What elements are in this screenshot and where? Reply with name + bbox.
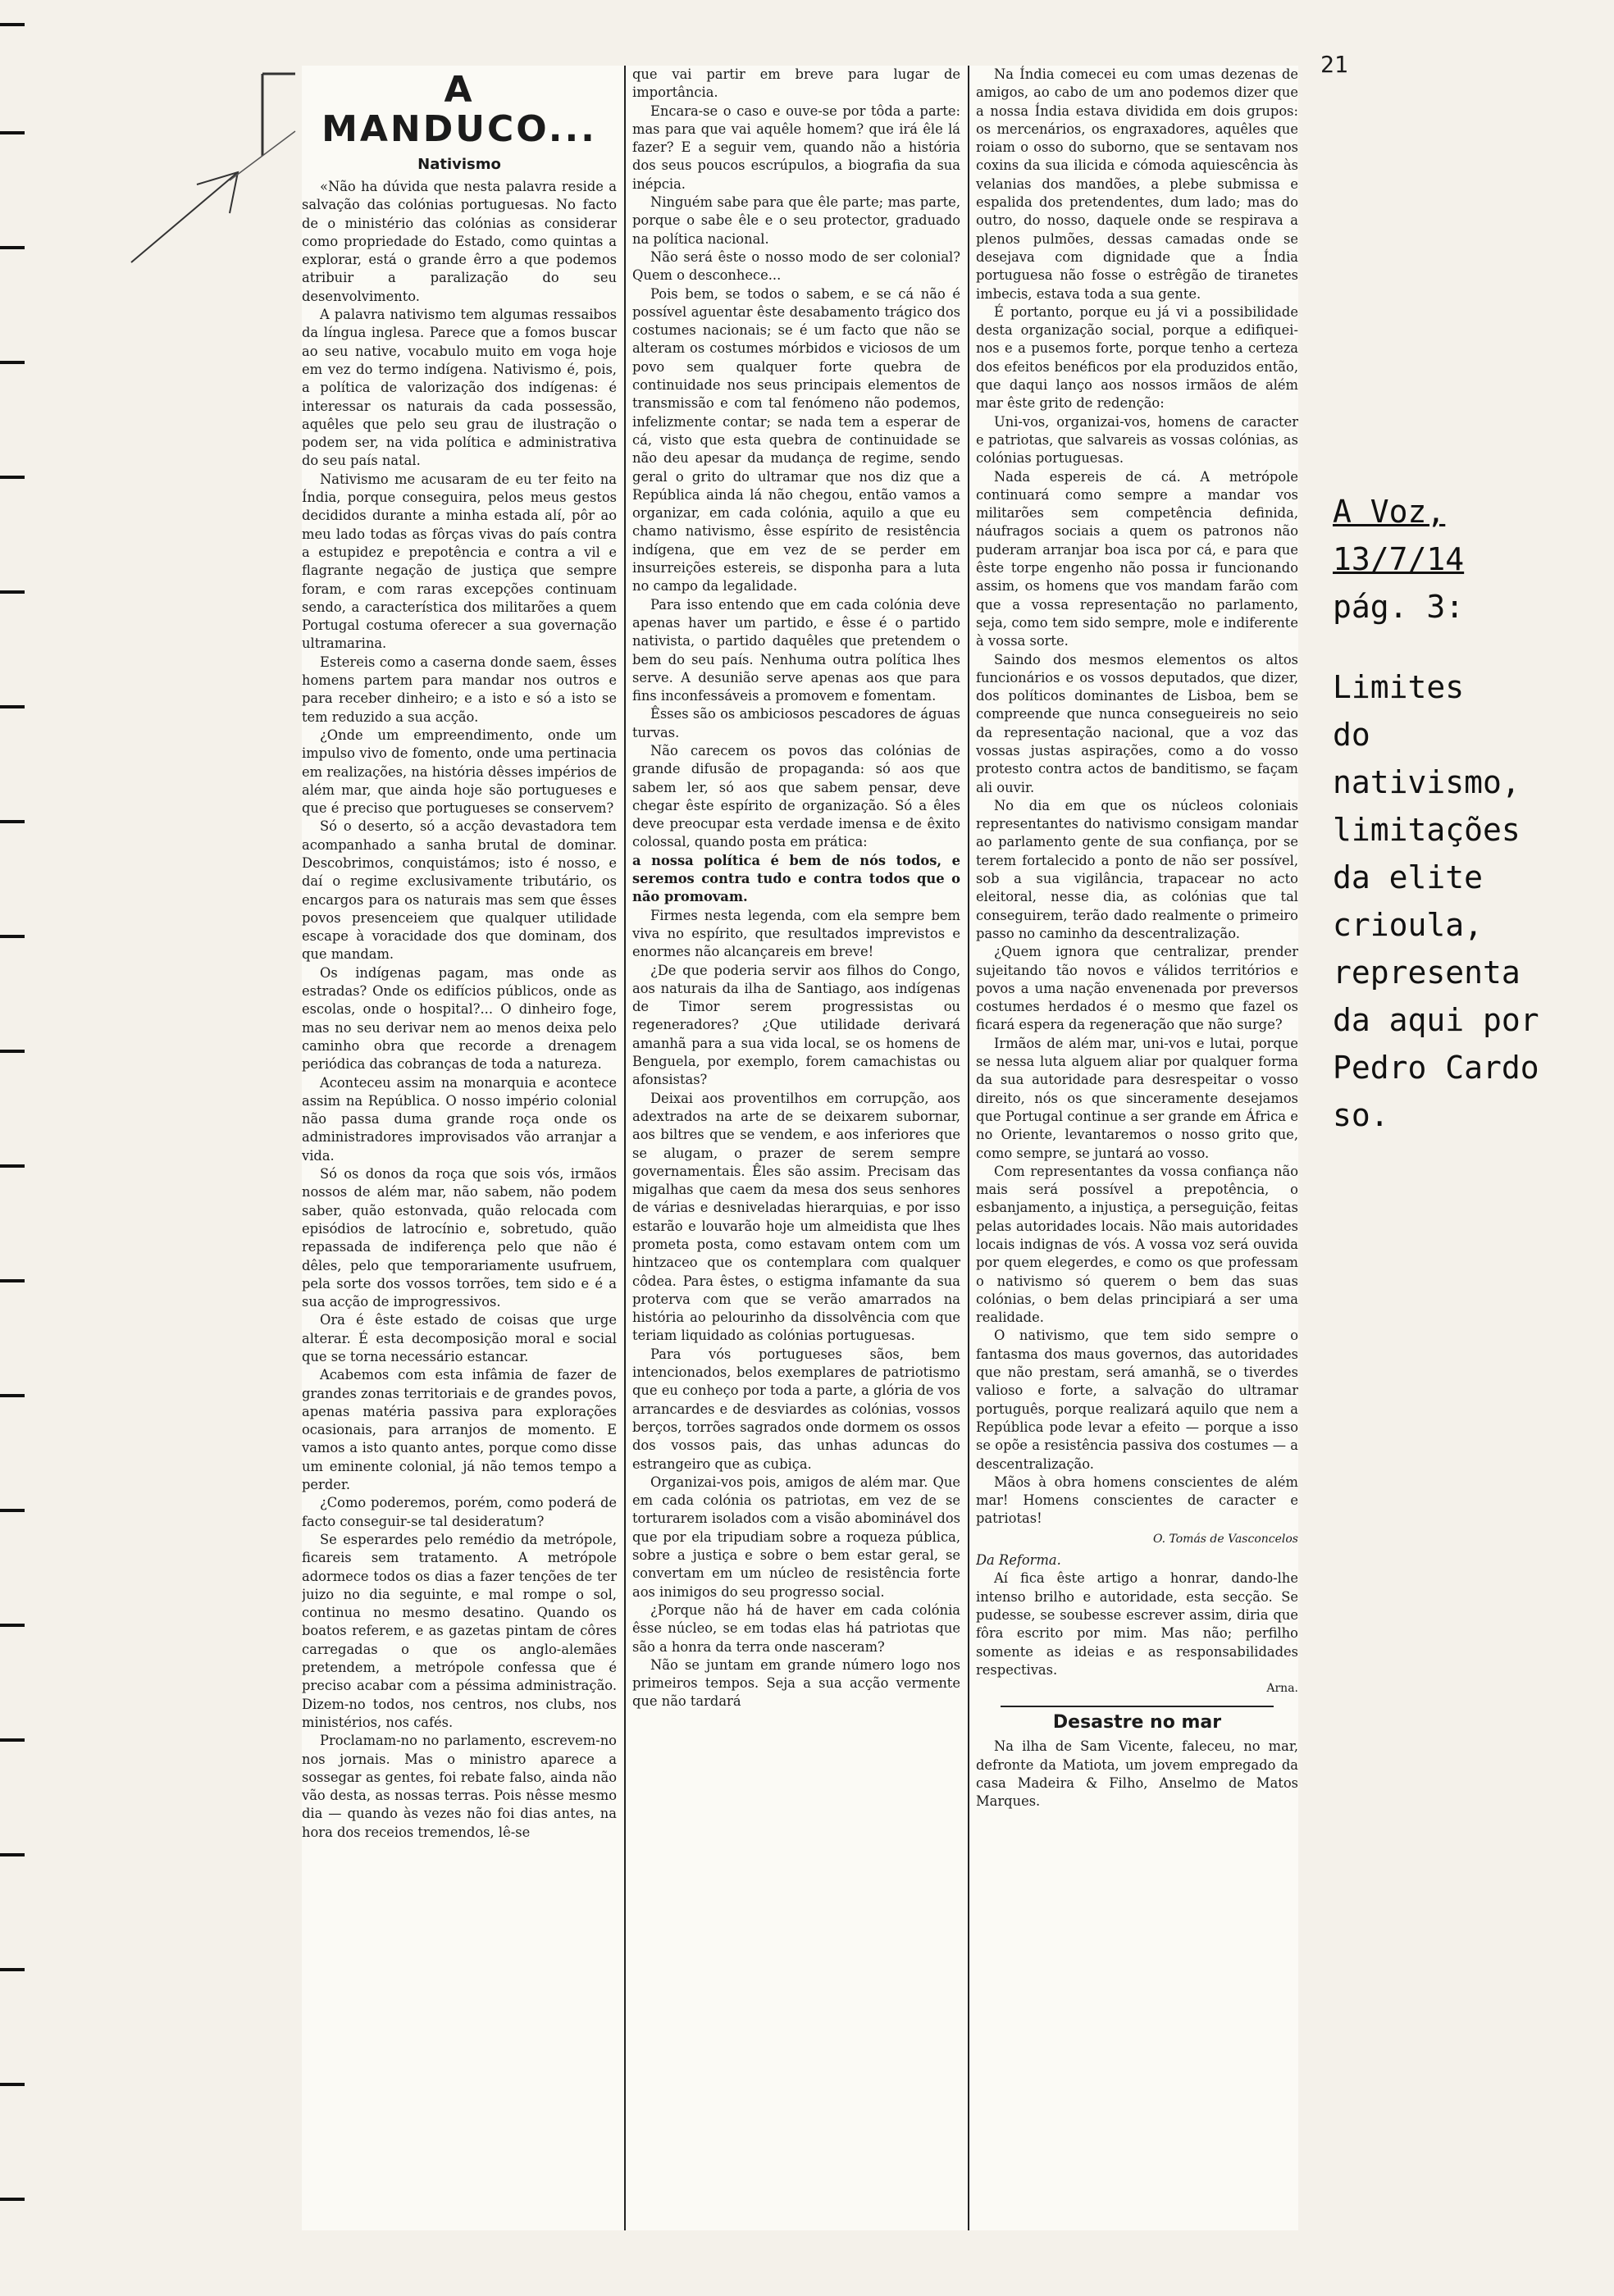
column-rule: [968, 66, 969, 2230]
paragraph: Ora é êste estado de coisas que urge alterar. É esta decomposição moral e social que se torna necessário estancar.: [302, 1312, 617, 1364]
section-title: Nativismo: [417, 156, 501, 173]
annotation-note-line: crioula,: [1333, 907, 1484, 943]
annotation-note-line: nativismo,: [1333, 764, 1521, 800]
binder-mark: [0, 1050, 25, 1053]
binder-mark: [0, 1738, 25, 1742]
paragraph: ¿Quem ignora que centralizar, prender sujeitando tão novos e válidos territórios e povos a uma nação envenenada por preversos costumes herdados é o mesmo que fazel os ficará espera da regeneração que não surge?: [976, 944, 1298, 1033]
divider: [1001, 1706, 1274, 1707]
binder-mark: [0, 1394, 25, 1397]
paragraph: Ninguém sabe para que êle parte; mas parte, porque o sabe êle e o seu protector, graduado na política nacional.: [632, 194, 960, 247]
paragraph: ¿Onde um empreendimento, onde um impulso vivo de fomento, onde uma pertinacia em realizações, na história dêsses impérios de além mar, que ainda hoje são portugueses e que é preciso que portugueses se conservem?: [302, 727, 617, 817]
paragraph: ¿Porque não há de haver em cada colónia êsse núcleo, se em todas elas há patriotas que são a honra da terra onde nasceram?: [632, 1601, 960, 1655]
motto-paragraph: a nossa política é bem de nós todos, e seremos contra tudo e contra todos que o não promovam.: [632, 852, 960, 905]
binder-mark: [0, 1624, 25, 1627]
binder-mark: [0, 1509, 25, 1512]
editor-comment: Aí fica êste artigo a honrar, dando-lhe intenso brilho e autoridade, esta secção. Se pudesse, se soubesse escrever assim, diria que fôra escrito por mim. Mas não; perfilho somente as ideias e as responsabilidades respectivas.: [976, 1570, 1298, 1678]
page-corner-mark: 21: [1320, 51, 1348, 78]
paragraph: Êsses são os ambiciosos pescadores de águas turvas.: [632, 706, 960, 740]
binder-mark: [0, 361, 25, 364]
pencil-arrow-icon: [98, 49, 312, 271]
column-rule: [624, 66, 626, 2230]
binder-mark: [0, 1279, 25, 1282]
annotation-source-line: pág. 3:: [1333, 589, 1465, 625]
annotation-note-line: da aqui por: [1333, 1002, 1539, 1038]
annotation-source-line: 13/7/14: [1333, 541, 1465, 577]
news-text: Na ilha de Sam Vicente, faleceu, no mar, defronte da Matiota, um jovem empregado da casa Madeira & Filho, Anselmo de Matos Marques.: [976, 1738, 1298, 1810]
binder-mark: [0, 590, 25, 594]
binder-mark: [0, 131, 25, 134]
binder-mark: [0, 1968, 25, 1971]
binder-mark: [0, 935, 25, 938]
paragraph: Deixai aos proventilhos em corrupção, aos adextrados na arte de se deixarem subornar, aos biltres que se vendem, e aos inferiores que se alugam, o prazer de serem sempre governamentais. Êles são assim. Precisam das migalhas que caem da mesa dos seus senhores de várias e desniveladas hierarquias, e por isso estarão e louvarão hoje um almeidista que lhes prometa posta, como estavam ontem com um hintzaceo que os contemplara com qualquer côdea. Para êstes, o estigma infamante da sua proterva com que se verão amarrados na história ao pelourinho da dissolvência com que teriam liquidado as colónias portuguesas.: [632, 1090, 960, 1344]
author-signature: O. Tomás de Vasconcelos: [1152, 1532, 1298, 1546]
archive-annotation: [1333, 488, 1607, 1139]
paragraph: Nativismo me acusaram de eu ter feito na Índia, porque conseguira, pelos meus gestos decididos durante a minha estada alí, pôr ao meu lado todas as fôrças vivas do país contra a estupidez e prepotência e contra a vil e flagrante negação de justiça que sempre foram, e com raras excepções continuam sendo, a característica dos militarões a quem Portugal costuma oferecer a sua governação ultramarina.: [302, 471, 617, 652]
paragraph: É portanto, porque eu já vi a possibilidade desta organização social, porque a edifiquei-nos e a pusemos forte, porque tenho a certeza dos efeitos benéficos por ela produzidos então, que daqui lanço aos nossos irmãos de além mar êste grito de redenção:: [976, 303, 1298, 412]
paragraph: Uni-vos, organizai-vos, homens de caracter e patriotas, que salvareis as vossas colónias, as colónias portuguesas.: [976, 413, 1298, 467]
annotation-note-line: Limites: [1333, 669, 1465, 705]
annotation-note-line: do: [1333, 717, 1370, 753]
paragraph: Para vós portugueses sãos, bem intencionados, belos exemplares de patriotismo que eu conheço por toda a parte, a glória de vos arrancardes e de desviardes as colónias, vossos berços, torrões sagrados onde dormem os ossos dos vossos pais, das unhas aduncas do estrangeiro que as cubiça.: [632, 1346, 960, 1472]
news-headline: Desastre no mar: [1052, 1712, 1222, 1733]
paragraph: que vai partir em breve para lugar de importância.: [632, 66, 960, 101]
paragraph: Firmes nesta legenda, com ela sempre bem viva no espírito, que resultados imprevistos e enormes não alcançareis em breve!: [632, 907, 960, 960]
paragraph: A palavra nativismo tem algumas ressaibos da língua inglesa. Parece que a fomos buscar ao seu native, vocabulo muito em voga hoje em vez do termo indígena. Nativismo é, pois, a política de valorização dos indígenas: é interessar os naturais da cada possessão, aquêles que pelo seu grau de ilustração o podem ser, na vida política e administrativa do seu país natal.: [302, 307, 617, 469]
paragraph: Na Índia comecei eu com umas dezenas de amigos, ao cabo de um ano podemos dizer que a nossa Índia estava dividida em dois grupos: os mercenários, os engraxadores, aquêles que roiam o osso do suborno, que se sentavam nos coxins da sua ilicida e cómoda aquiescência às velanias dos mandões, a plebe submissa e espalida dos pretendentes, dum lado; mas do outro, do nosso, daquele onde se respirava a plenos pulmões, dessas camadas onde se desejava com dignidade que a Índia portuguesa não fosse o estrêgão de tiranetes imbecis, estava toda a sua gente.: [976, 66, 1298, 302]
paragraph: Pois bem, se todos o sabem, e se cá não é possível aguentar êste desabamento trágico dos costumes nacionais; se é um facto que não se alteram os costumes mórbidos e viciosos de um povo sem qualquer forte quebra de continuidade nos seus principais elementos de transmissão e com tal fenómeno não podemos, infelizmente contar; se nada tem a esperar de cá, visto que esta quebra de continuidade se não deu apesar da mudança de regime, sendo geral o grito do ultramar que nos diz que a República ainda lá não chegou, então vamos a organizar, em cada colónia, aquilo a que eu chamo nativismo, êsse espírito de resistência indígena, que em vez de se perder em insurreições estereis, se disponha para a luta no campo da legalidade.: [632, 285, 960, 594]
paragraph: Só o deserto, só a acção devastadora tem acompanhado a sanha brutal de dominar. Descobrimos, conquistámos; isto é nosso, e daí o regime exclusivamente tributário, os encargos para os naturais mas sem que êsses povos presenceiem que qualquer utilidade escape à voracidade dos que dominam, dos que mandam.: [302, 818, 617, 963]
binder-mark: [0, 1853, 25, 1856]
paragraph: Só os donos da roça que sois vós, irmãos nossos de além mar, não sabem, não podem saber, quão estonvada, quão relocada com episódios de latrocínio e, sobretudo, quão repassada de indiferença pelo que não é dêles, pelo que temporariamente usufruem, pela sorte dos vossos torrões, tem sido e é a sua acção de improgressivos.: [302, 1166, 617, 1310]
paragraph: Organizai-vos pois, amigos de além mar. Que em cada colónia os patriotas, em vez de se torturarem isolados com a visão abominável dos que por ela tripudiam sobre a roqueza pública, sobre a justiça e sobre o bem estar geral, se convertam em um núcleo de resistência forte aos inimigos do seu progresso social.: [632, 1474, 960, 1600]
binder-mark: [0, 476, 25, 479]
newspaper-clipping: [302, 66, 1298, 2230]
annotation-note-line: Pedro Cardo: [1333, 1050, 1539, 1086]
binder-mark: [0, 1164, 25, 1168]
paragraph: Irmãos de além mar, uni-vos e lutai, porque se nessa luta alguem aliar por qualquer forma da sua autoridade para desrespeitar o vosso direito, nós os que sinceramente desejamos que Portugal continue a ser grande em África e no Oriente, levantaremos o nosso grito que, como sempre, se juntará ao vosso.: [976, 1035, 1298, 1161]
binder-mark: [0, 820, 25, 823]
paragraph: Não será êste o nosso modo de ser colonial? Quem o desconhece...: [632, 248, 960, 284]
paragraph: Se esperardes pelo remédio da metrópole, ficareis sem tratamento. A metrópole adormece todos os dias a fazer tenções de ter juizo no dia seguinte, e mal rompe o sol, continua no mesmo desatino. Quando os boatos referem, e as gazetas pintam de côres carregadas o que os anglo-alemães pretendem, a metrópole confessa que é preciso acabar com a péssima administração. Dizem-no todos, nos centros, nos clubs, nos ministérios, nos cafés.: [302, 1531, 617, 1730]
paragraph: Os indígenas pagam, mas onde as estradas? Onde os edifícios públicos, onde as escolas, onde o hospital?... O dinheiro foge, mas no seu derivar nem ao menos deixa pelo caminho obra que recorde a drenagem periódica das cobranças de toda a natureza.: [302, 964, 617, 1073]
paragraph: Com representantes da vossa confiança não mais será possível a prepotência, o esbanjamento, a injustiça, a perseguição, feitas pelas autoridades locais. Não mais autoridades locais indignas de vós. A vossa voz será ouvida por quem elegerdes, e como os que professam o nativismo só querem o bem das suas colónias, o bem delas principiará a ser uma realidade.: [976, 1163, 1298, 1326]
paragraph: Saindo dos mesmos elementos os altos funcionários e os vossos deputados, que dizer, dos políticos dominantes de Lisboa, bem se compreende que nunca consegueireis no seio da representação nacional, que a voz das vossas justas aspirações, como a do vosso protesto contra actos de banditismo, se façam ali ouvir.: [976, 651, 1298, 795]
annotation-note-line: limitações: [1333, 812, 1521, 848]
paragraph: Aconteceu assim na monarquia e acontece assim na República. O nosso império colonial não passa duma grande roça onde os administradores improvisados vão arranjar a vida.: [302, 1074, 617, 1164]
binder-mark: [0, 2083, 25, 2086]
annotation-note-line: da elite: [1333, 859, 1484, 895]
masthead: A MANDUCO...: [321, 69, 597, 150]
paragraph: Acabemos com esta infâmia de fazer de grandes zonas territoriais e de grandes povos, apenas matéria passiva para explorações ocasionais, para arranjos de momento. E vamos a isto quanto antes, porque como disse um eminente colonial, já não temos tempo a perder.: [302, 1367, 617, 1493]
paragraph: Encara-se o caso e ouve-se por tôda a parte: mas para que vai aquêle homem? que irá êle lá fazer? E a seguir vem, quando não a história dos seus poucos escrúpulos, a biografia da sua inépcia.: [632, 102, 960, 192]
article-column-3: [976, 66, 1298, 2230]
paragraph: Não carecem os povos das colónias de grande difusão de propaganda: só aos que sabem ler, só aos que sabem pensar, deve chegar êste espírito de organização. Só a êles deve preocupar esta verdade imensa e de êxito colossal, quando posta em prática:: [632, 742, 960, 850]
paragraph: Mãos à obra homens conscientes de além mar! Homens conscientes de caracter e patriotas!: [976, 1474, 1298, 1527]
paragraph: Para isso entendo que em cada colónia deve apenas haver um partido, e êsse é o partido nativista, o partido daquêles que pretendem o bem do seu país. Nenhuma outra política lhes serve. A desunião serve apenas aos que para fins inconfessáveis a promovem e fomentam.: [632, 596, 960, 704]
editor-signature: Arna.: [1266, 1682, 1298, 1696]
paragraph: O nativismo, que tem sido sempre o fantasma dos maus governos, das autoridades que não prestam, será amanhã, se o tiverdes valioso e forte, a salvação do ultramar português, porque realizará aquilo que nem a República pode levar a efeito — porque a isso se opõe a resistência passiva dos costumes — a descentralização.: [976, 1328, 1298, 1472]
paragraph: Proclamam-no no parlamento, escrevem-no nos jornais. Mas o ministro aparece a sossegar as gentes, foi rebate falso, ainda não vão desta, as nossas terras. Pois nêsse mesmo dia — quando às vezes não foi dias antes, na hora dos receios tremendos, lê-se: [302, 1733, 617, 1840]
binder-mark: [0, 2198, 25, 2201]
paragraph: «Não ha dúvida que nesta palavra reside a salvação das colónias portuguesas. No facto de o ministério das colónias as considerar como propriedade do Estado, como quintas a explorar, está o grande êrro a que podemos atribuir a paralização do seu desenvolvimento.: [302, 179, 617, 304]
article-column-2: [632, 66, 960, 2230]
annotation-note-line: representa: [1333, 954, 1521, 991]
source-credit: Da Reforma.: [976, 1552, 1061, 1569]
article-column-1: [302, 66, 617, 2230]
annotation-note-line: so.: [1333, 1097, 1389, 1133]
paragraph: Nada espereis de cá. A metrópole continuará como sempre a mandar vos militarões sem competência definida, náufragos sociais a quem os patronos não puderam arranjar boa isca por cá, e para que êste torpe engenho não possa ir funcionando assim, os homens que vos mandam farão com que a vossa representação no parlamento, seja, como tem sido sempre, mole e indiferente à vossa sorte.: [976, 468, 1298, 649]
paragraph: Não se juntam em grande número logo nos primeiros tempos. Seja a sua acção vermente que não tardará: [632, 1656, 960, 1710]
annotation-source-line: A Voz,: [1333, 494, 1446, 530]
paragraph: ¿Como poderemos, porém, como poderá de facto conseguir-se tal desideratum?: [302, 1495, 617, 1529]
paragraph: No dia em que os núcleos coloniais representantes do nativismo consigam mandar ao parlamento gente de sua confiança, por se terem fortalecido a ponto de não ser possível, sob a sua vigilância, trapacear no acto eleitoral, nesse dia, as colónias que tal conseguirem, terão dado realmente o primeiro passo no caminho da descentralização.: [976, 797, 1298, 941]
paragraph: ¿De que poderia servir aos filhos do Congo, aos naturais da ilha de Santiago, aos indígenas de Timor serem progressistas ou regeneradores? ¿Que utilidade derivará amanhã para a sua vida local, se os homens de Benguela, por exemplo, forem camachistas ou afonsistas?: [632, 962, 960, 1088]
binder-mark: [0, 23, 25, 26]
binder-mark: [0, 246, 25, 249]
paragraph: Estereis como a caserna donde saem, êsses homens partem para mandar nos outros e para receber dinheiro; e a isto e só a isto se tem reduzido a sua acção.: [302, 654, 617, 725]
binder-mark: [0, 705, 25, 708]
